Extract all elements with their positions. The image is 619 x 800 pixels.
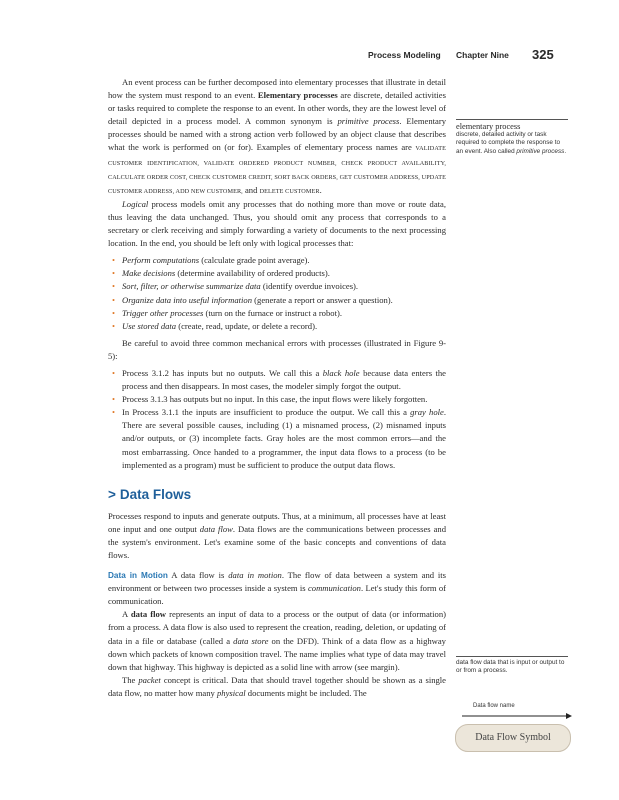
margin-term: data flow bbox=[456, 659, 482, 666]
list-item: • Trigger other processes (turn on the furnace or instruct a robot). bbox=[108, 307, 446, 320]
paragraph-data-flows-intro: Processes respond to inputs and generate outputs. Thus, at a minimum, all processes have at least one input and one output data flow. Data flows are the communications between processes and the system's environment. Let's examine some of the basic concepts and conventions of data flows. bbox=[108, 510, 446, 560]
list-item: • Organize data into useful information (generate a report or answer a question). bbox=[108, 294, 446, 307]
list-item: • Make decisions (determine availability of ordered products). bbox=[108, 267, 446, 280]
paragraph-mechanical-errors: Be careful to avoid three common mechanical errors with processes (illustrated in Figure 9-5): bbox=[108, 337, 446, 361]
margin-rule bbox=[456, 119, 568, 120]
section-heading: > Data Flows bbox=[108, 486, 192, 502]
margin-definition-data-flow bbox=[456, 656, 568, 676]
section-title: Process Modeling bbox=[368, 50, 441, 60]
margin-definition: data that is input or output to or from a process. bbox=[456, 659, 565, 675]
mechanical-error-list bbox=[108, 367, 446, 472]
paragraph-elementary-processes: An event process can be further decomposed into elementary processes that illustrate in detail how the system must respond to an event. Elementary processes are discrete, detailed activities or tasks required to complete the response to an event. In other words, they are the lowest level of detail depicted in a process model. A common synonym is primitive process. Elementary processes should be named with a strong action verb followed by an object clause that describes what the work is performed on (or for). Examples of elementary process names are VALIDATE CUSTOMER IDENTIFICATION, VALIDATE ORDERED PRODUCT NUMBER, CHECK PRODUCT AVAILABILITY, CALCULATE ORDER COST, CHECK CUSTOMER CREDIT, SORT BACK ORDERS, GET CUSTOMER ADDRESS, UPDATE CUSTOMER ADDRESS, ADD NEW CUSTOMER, and DELETE CUSTOMER. bbox=[108, 77, 446, 195]
paragraph-logical-processes: Logical process models omit any processes that do nothing more than move or route data, thus leaving the data unchanged. Thus, you should omit any process that corresponds to a secretary or clerk receiving and simply forwarding a variety of documents to the next processing location. In the end, you should be left only with logical processes that: bbox=[108, 198, 446, 249]
data-flow-arrow-icon bbox=[462, 712, 572, 720]
list-item: • Use stored data (create, read, update, or delete a record). bbox=[108, 320, 446, 333]
chapter-label: Chapter Nine bbox=[456, 50, 509, 60]
list-item: • Process 3.1.2 has inputs but no outputs. We call this a black hole because data enters the process and then disappears. In most cases, the modeler simply forgot the output. bbox=[108, 367, 446, 393]
run-in-heading: Data in Motion bbox=[108, 571, 168, 581]
margin-rule bbox=[456, 656, 568, 657]
paragraph-data-in-motion: Data in Motion A data flow is data in motion. The flow of data between a system and its environment or between two processes inside a system is communication. Let's study this form of communication. bbox=[108, 570, 447, 607]
list-item: • Perform computations (calculate grade point average). bbox=[108, 254, 446, 267]
data-flow-symbol: Data Flow Symbol bbox=[455, 724, 571, 752]
list-item: • In Process 3.1.1 the inputs are insufficient to produce the output. We call this a gray hole. There are several possible causes, including (1) a misnamed process, (2) misnamed inputs and/or outputs, or (3) incomplete facts. Gray holes are the most common errors—and the most embarrassing. Once handed to a programmer, the input data flows to a process (to be implemented as a program) must be sufficient to produce the output data flows. bbox=[108, 406, 446, 471]
data-flow-name-label: Data flow name bbox=[473, 703, 515, 709]
margin-definition: discrete, detailed activity or task required to complete the response to an event. Also called primitive process. bbox=[456, 131, 567, 155]
margin-term: elementary process bbox=[456, 122, 521, 131]
paragraph-data-flow-definition: A data flow represents an input of data to a process or the output of data (or information) from a process. A data flow is also used to represent the creation, reading, deletion, or updating of data in a file or database (called a data store on the DFD). Think of a data flow as a highway down which packets of known composition travel. The name implies what type of data may travel down that highway. This highway is depicted as a solid line with arrow (see margin). bbox=[108, 609, 446, 672]
logical-process-list bbox=[108, 254, 446, 333]
margin-definition-elementary-process bbox=[456, 119, 568, 156]
heading-arrow-icon: > bbox=[108, 486, 116, 502]
paragraph-packet-concept: The packet concept is critical. Data that should travel together should be shown as a single data flow, no matter how many physical documents might be included. The bbox=[108, 674, 446, 698]
list-item: • Sort, filter, or otherwise summarize data (identify overdue invoices). bbox=[108, 280, 446, 293]
running-header bbox=[0, 47, 619, 63]
page-number: 325 bbox=[532, 47, 554, 62]
list-item: • Process 3.1.3 has outputs but no input. In this case, the input flows were likely forgotten. bbox=[108, 393, 446, 406]
main-text-column bbox=[108, 76, 446, 700]
